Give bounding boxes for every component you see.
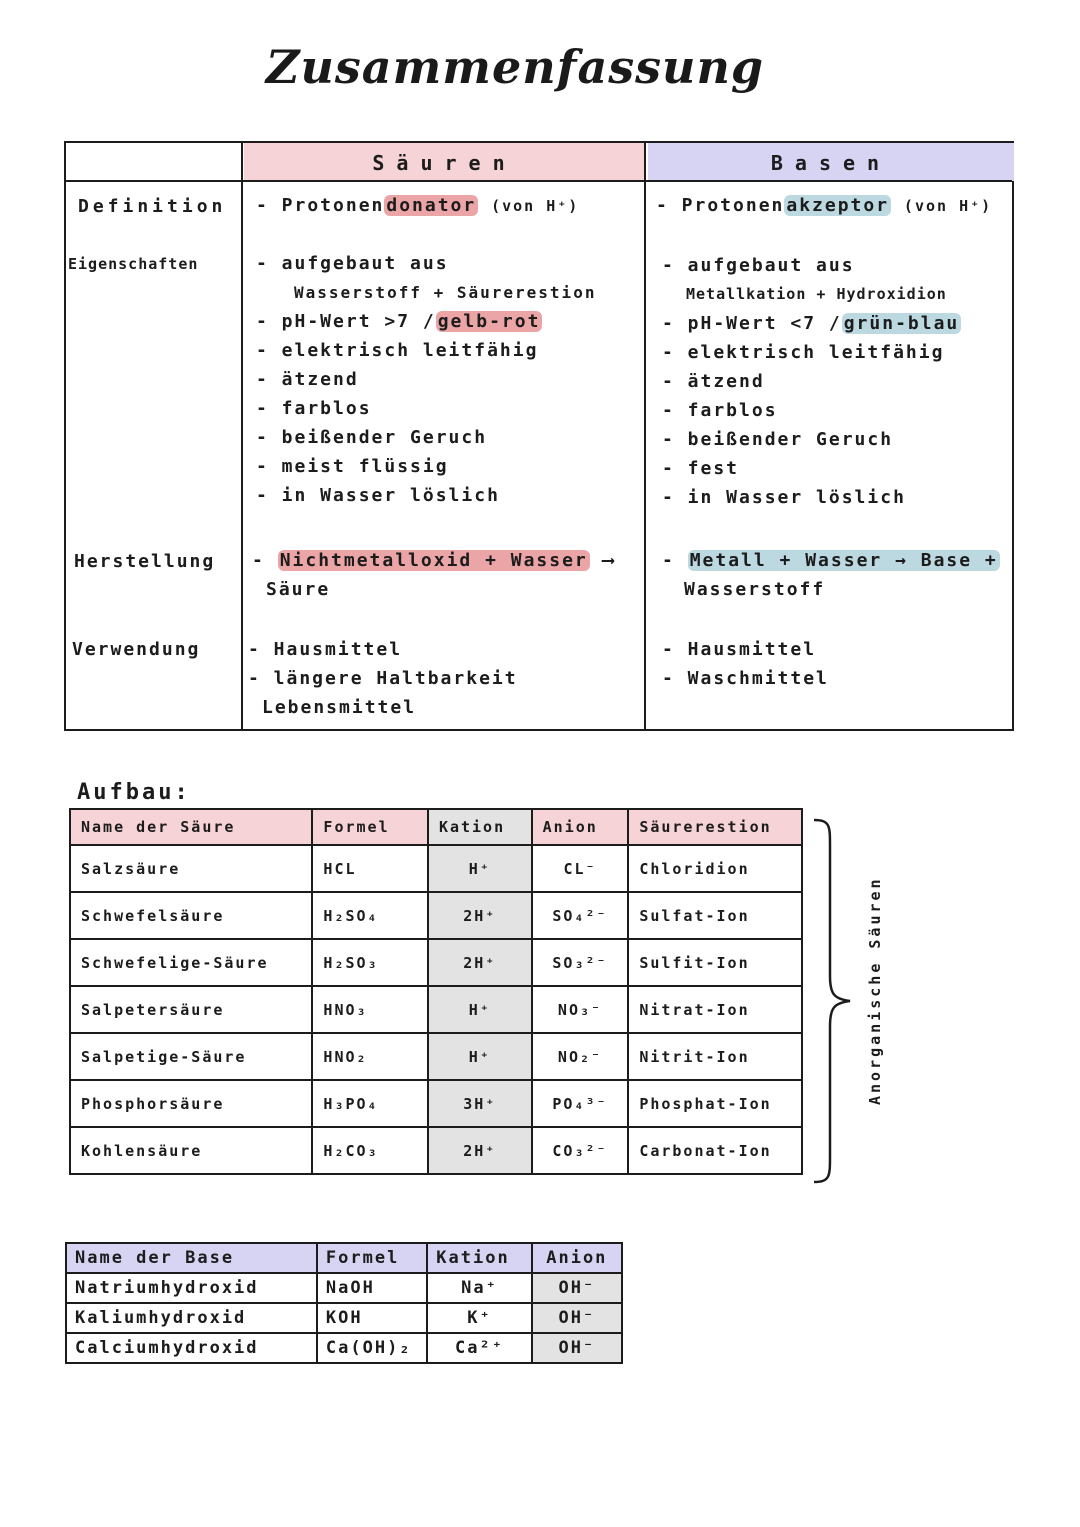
acid-prop: - beißender Geruch <box>256 427 488 448</box>
table-row <box>70 939 802 986</box>
base-name: Kaliumhydroxid <box>66 1303 317 1333</box>
aufbau-label: Aufbau: <box>77 780 191 805</box>
base-formula: NaOH <box>317 1273 427 1303</box>
table-row <box>70 986 802 1033</box>
acid-name: Schwefelige-Säure <box>70 939 312 986</box>
base-prop: - ätzend <box>662 371 765 392</box>
base-name: Calciumhydroxid <box>66 1333 317 1363</box>
acid-anion: SO₃²⁻ <box>532 939 629 986</box>
acid-anion: PO₄³⁻ <box>532 1080 629 1127</box>
acid-prop: - ätzend <box>256 369 359 390</box>
acid-formula: H₂CO₃ <box>312 1127 428 1174</box>
acid-table-header: Säurerestion <box>628 809 802 845</box>
acid-prop: - meist flüssig <box>256 456 449 477</box>
base-anion: OH⁻ <box>532 1273 622 1303</box>
acid-residue-ion: Carbonat-Ion <box>628 1127 802 1174</box>
acid-herstellung-highlight: Nichtmetalloxid + Wasser <box>279 550 588 571</box>
acid-name: Kohlensäure <box>70 1127 312 1174</box>
acid-cation: H⁺ <box>428 986 532 1033</box>
acid-herstellung: - Nichtmetalloxid + Wasser ⟶ Säure <box>252 546 615 604</box>
base-prop: - elektrisch leitfähig <box>662 342 945 363</box>
acid-definition-suffix: (von H⁺) <box>491 197 580 215</box>
header-acids: Säuren <box>372 151 517 175</box>
base-prop: - aufgebaut aus <box>662 255 855 276</box>
acid-definition <box>256 191 579 221</box>
acid-prop: Wasserstoff + Säurerestion <box>294 283 597 302</box>
base-ph-color-highlight: grün-blau <box>843 313 960 334</box>
acid-residue-ion: Chloridion <box>628 845 802 892</box>
acid-use: Lebensmittel <box>262 697 417 718</box>
table-row <box>70 1033 802 1080</box>
table-row <box>70 1127 802 1174</box>
acid-herstellung-result: Säure <box>266 579 331 600</box>
curly-brace-icon <box>808 816 858 1186</box>
acid-cation: H⁺ <box>428 1033 532 1080</box>
base-use: - Hausmittel <box>662 639 817 660</box>
acid-cation: H⁺ <box>428 845 532 892</box>
base-definition-highlight: akzeptor <box>786 195 890 216</box>
acid-properties <box>256 249 596 510</box>
acid-prop: - in Wasser löslich <box>256 485 500 506</box>
base-herstellung-result: Wasserstoff <box>684 579 826 600</box>
row-label-verwendung: Verwendung <box>72 639 201 660</box>
acid-residue-ion: Phosphat-Ion <box>628 1080 802 1127</box>
base-table-header: Kation <box>427 1243 531 1273</box>
acid-formula: HNO₂ <box>312 1033 428 1080</box>
acid-cation: 2H⁺ <box>428 1127 532 1174</box>
acid-name: Salpetersäure <box>70 986 312 1033</box>
summary-table <box>64 141 1014 731</box>
acid-name: Salpetige-Säure <box>70 1033 312 1080</box>
acid-formula: HNO₃ <box>312 986 428 1033</box>
base-cation: Na⁺ <box>427 1273 531 1303</box>
acid-table-header: Anion <box>532 809 629 845</box>
acid-formula: H₂SO₃ <box>312 939 428 986</box>
table-row <box>66 1303 622 1333</box>
base-name: Natriumhydroxid <box>66 1273 317 1303</box>
acid-anion: SO₄²⁻ <box>532 892 629 939</box>
acid-prop: - pH-Wert >7 / <box>256 311 436 332</box>
base-prop: - fest <box>662 458 740 479</box>
base-table <box>65 1242 623 1364</box>
acid-anion: NO₂⁻ <box>532 1033 629 1080</box>
base-prop: - pH-Wert <7 / <box>662 313 842 334</box>
base-cation: Ca²⁺ <box>427 1333 531 1363</box>
base-prop: Metallkation + Hydroxidion <box>686 285 947 303</box>
acid-table-header: Formel <box>312 809 428 845</box>
acid-use: - längere Haltbarkeit <box>248 668 518 689</box>
table-row <box>70 1080 802 1127</box>
table-row <box>70 845 802 892</box>
acid-formula: H₂SO₄ <box>312 892 428 939</box>
row-label-herstellung: Herstellung <box>74 551 216 572</box>
acid-table-header: Kation <box>428 809 532 845</box>
acid-anion: CL⁻ <box>532 845 629 892</box>
table-row <box>66 1333 622 1363</box>
acid-cation: 2H⁺ <box>428 939 532 986</box>
acid-prop: - elektrisch leitfähig <box>256 340 539 361</box>
acid-ph-color-highlight: gelb-rot <box>437 311 541 332</box>
acid-anion: NO₃⁻ <box>532 986 629 1033</box>
base-definition-prefix: - Protonen <box>656 195 785 216</box>
acid-definition-prefix: - Protonen <box>256 195 385 216</box>
acid-cation: 2H⁺ <box>428 892 532 939</box>
base-prop: - farblos <box>662 400 778 421</box>
acid-residue-ion: Sulfat-Ion <box>628 892 802 939</box>
acid-definition-highlight: donator <box>386 195 477 216</box>
base-verwendung <box>662 635 829 693</box>
base-anion: OH⁻ <box>532 1303 622 1333</box>
header-divider <box>66 180 1012 182</box>
base-table-header: Anion <box>532 1243 622 1273</box>
acid-verwendung <box>248 635 518 722</box>
acid-use: - Hausmittel <box>248 639 403 660</box>
column-divider <box>241 143 243 729</box>
base-table-header: Formel <box>317 1243 427 1273</box>
inorganic-acids-label: Anorganische Säuren <box>866 876 884 1105</box>
base-cation: K⁺ <box>427 1303 531 1333</box>
acid-table-header: Name der Säure <box>70 809 312 845</box>
base-herstellung-highlight: Metall + Wasser → Base + <box>689 550 998 571</box>
header-bases: Basen <box>770 151 892 175</box>
column-divider <box>644 143 646 729</box>
page-title: Zusammenfassung <box>265 40 765 94</box>
arrow-icon: ⟶ <box>602 550 616 571</box>
row-label-definition: Definition <box>78 196 227 217</box>
acid-name: Salzsäure <box>70 845 312 892</box>
table-row <box>70 892 802 939</box>
base-herstellung: - Metall + Wasser → Base + Wasserstoff <box>662 546 1000 604</box>
acid-formula: HCL <box>312 845 428 892</box>
row-label-eigenschaften: Eigenschaften <box>68 255 199 273</box>
acid-anion: CO₃²⁻ <box>532 1127 629 1174</box>
base-definition-suffix: (von H⁺) <box>903 197 993 215</box>
acid-residue-ion: Nitrat-Ion <box>628 986 802 1033</box>
base-prop: - in Wasser löslich <box>662 487 906 508</box>
acid-residue-ion: Nitrit-Ion <box>628 1033 802 1080</box>
acid-formula: H₃PO₄ <box>312 1080 428 1127</box>
base-properties <box>662 251 961 512</box>
base-formula: Ca(OH)₂ <box>317 1333 427 1363</box>
base-use: - Waschmittel <box>662 668 829 689</box>
base-table-header: Name der Base <box>66 1243 317 1273</box>
base-anion: OH⁻ <box>532 1333 622 1363</box>
acid-prop: - aufgebaut aus <box>256 253 449 274</box>
acid-table <box>69 808 803 1175</box>
acid-cation: 3H⁺ <box>428 1080 532 1127</box>
base-definition <box>656 191 992 221</box>
table-row <box>66 1273 622 1303</box>
acid-residue-ion: Sulfit-Ion <box>628 939 802 986</box>
base-formula: KOH <box>317 1303 427 1333</box>
acid-name: Phosphorsäure <box>70 1080 312 1127</box>
base-prop: - beißender Geruch <box>662 429 894 450</box>
acid-prop: - farblos <box>256 398 372 419</box>
acid-name: Schwefelsäure <box>70 892 312 939</box>
